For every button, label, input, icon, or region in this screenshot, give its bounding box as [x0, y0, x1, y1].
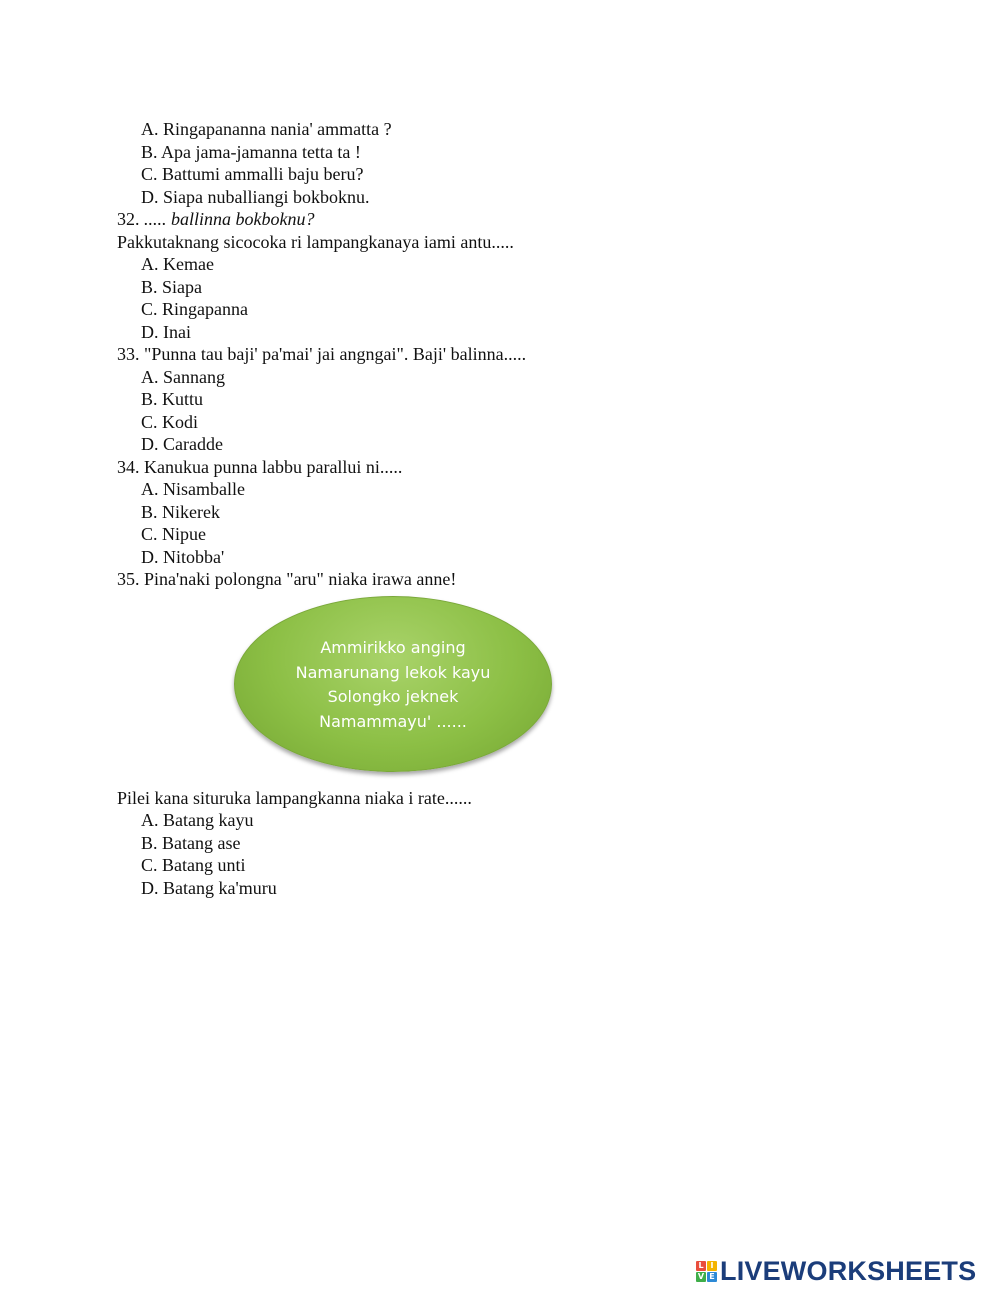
option-text: D. Caradde [141, 434, 223, 454]
question-35-instruction: Pilei kana situruka lampangkanna niaka i rate...... [117, 788, 472, 808]
option-text: B. Batang ase [141, 833, 241, 853]
option-text: D. Batang ka'muru [141, 878, 277, 898]
logo-square: V [697, 1271, 705, 1281]
option-text: C. Nipue [141, 524, 206, 544]
option-text: C. Ringapanna [141, 299, 248, 319]
question-number: 32. [117, 209, 140, 229]
poem-text [234, 636, 552, 734]
question-34: 34. Kanukua punna labbu parallui ni..... [117, 457, 403, 477]
option-text: A. Kemae [141, 254, 214, 274]
option-text: A. Batang kayu [141, 810, 254, 830]
logo-text: LIVEWORKSHEETS [720, 1255, 977, 1286]
question-32 [117, 208, 314, 230]
option-text: D. Nitobba' [141, 547, 225, 567]
poem-line: Namarunang lekok kayu [295, 662, 491, 682]
option-text: C. Kodi [141, 412, 199, 432]
option-text: A. Ringapananna nania' ammatta ? [141, 119, 392, 139]
logo-square: I [707, 1261, 717, 1271]
poem-line: Namammayu' ...... [319, 711, 467, 731]
question-32-instruction: Pakkutaknang sicocoka ri lampangkanaya iami antu..... [117, 232, 514, 252]
poem-line: Solongko jeknek [327, 687, 459, 706]
logo-square: E [707, 1272, 717, 1282]
option-text: A. Nisamballe [141, 479, 245, 499]
poem-line: Ammirikko anging [320, 638, 466, 657]
poem-ellipse [234, 596, 552, 772]
question-prompt: ..... ballinna bokboknu? [144, 209, 315, 229]
option-text: B. Apa jama-jamanna tetta ta ! [141, 142, 361, 162]
logo-mark-icon [696, 1261, 717, 1282]
option-text: C. Batang unti [141, 855, 246, 875]
option-text: A. Sannang [141, 367, 225, 387]
option-text: C. Battumi ammalli baju beru? [141, 164, 364, 184]
question-35: 35. Pina'naki polongna "aru" niaka irawa anne! [117, 569, 457, 589]
option-text: B. Siapa [141, 277, 202, 297]
option-text: D. Inai [141, 322, 191, 342]
liveworksheets-logo [696, 1256, 976, 1286]
option-text: D. Siapa nuballiangi bokboknu. [141, 187, 370, 207]
option-text: B. Kuttu [141, 389, 204, 409]
option-text: B. Nikerek [141, 502, 220, 522]
question-33: 33. "Punna tau baji' pa'mai' jai angngai". Baji' balinna..... [117, 344, 527, 364]
logo-square: L [696, 1261, 706, 1271]
